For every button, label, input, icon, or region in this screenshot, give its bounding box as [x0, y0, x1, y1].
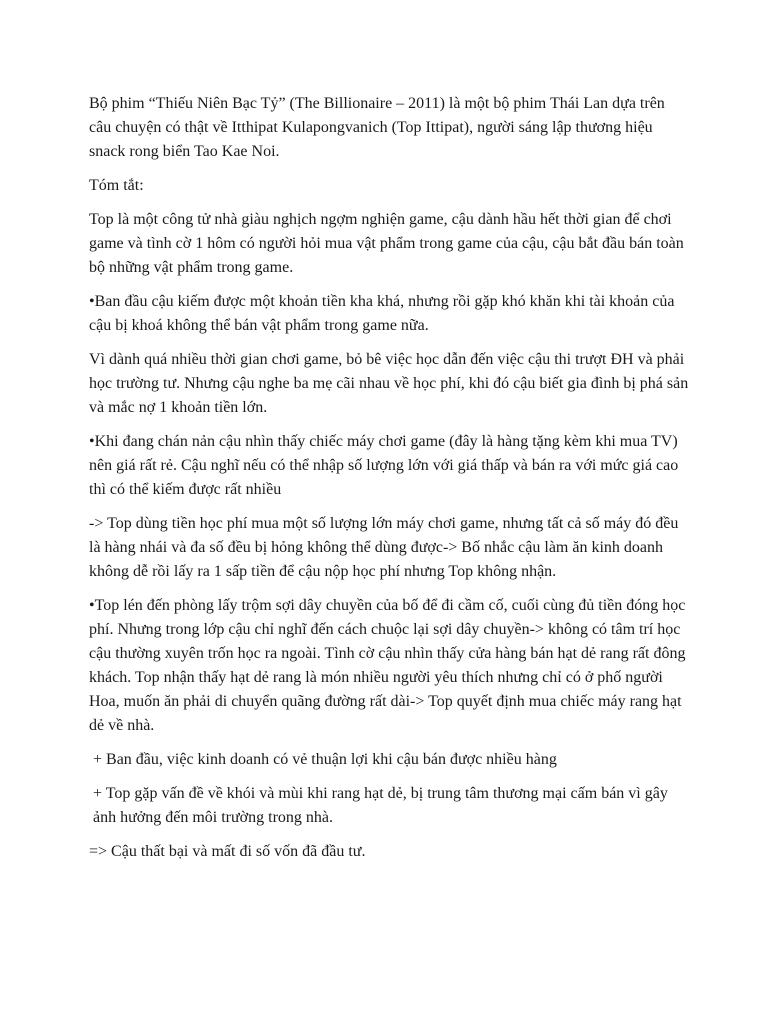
summary-paragraph-2: •Ban đầu cậu kiếm được một khoản tiền kha khá, nhưng rồi gặp khó khăn khi tài khoản của cậu bị khoá không thể bán vật phẩm trong game nữa.: [89, 293, 675, 334]
summary-paragraph-6: •Top lén đến phòng lấy trộm sợi dây chuyền của bố để đi cầm cố, cuối cùng đủ tiền đóng học phí. Nhưng trong lớp cậu chỉ nghĩ đến cách chuộc lại sợi dây chuyền-> không có tâm trí học cậu thường xuyên trốn học ra ngoài. Tình cờ cậu nhìn thấy cửa hàng bán hạt dẻ rang rất đông khách. Top nhận thấy hạt dẻ rang là món nhiều người yêu thích nhưng chỉ có ở phố người Hoa, muốn ăn phải di chuyển quãng đường rất dài-> Top quyết định mua chiếc máy rang hạt dẻ về nhà.: [89, 597, 686, 734]
summary-paragraph-1: Top là một công tử nhà giàu nghịch ngợm nghiện game, cậu dành hầu hết thời gian để chơi game và tình cờ 1 hôm có người hỏi mua vật phẩm trong game của cậu, cậu bắt đầu bán toàn bộ những vật phẩm trong game.: [89, 211, 684, 276]
document-page: [89, 92, 689, 874]
plus-point-1: + Ban đầu, việc kinh doanh có vẻ thuận lợi khi cậu bán được nhiều hàng: [93, 751, 557, 768]
summary-paragraph-3: Vì dành quá nhiều thời gian chơi game, bỏ bê việc học dẫn đến việc cậu thi trượt ĐH và phải học trường tư. Nhưng cậu nghe ba mẹ cãi nhau về học phí, khi đó cậu biết gia đình bị phá sản và mắc nợ 1 khoản tiền lớn.: [89, 351, 689, 416]
plus-point-2: + Top gặp vấn đề về khói và mùi khi rang hạt dẻ, bị trung tâm thương mại cấm bán vì gây ảnh hưởng đến môi trường trong nhà.: [93, 785, 668, 826]
intro-paragraph: Bộ phim “Thiếu Niên Bạc Tỷ” (The Billionaire – 2011) là một bộ phim Thái Lan dựa trên câu chuyện có thật về Itthipat Kulapongvanich (Top Ittipat), người sáng lập thương hiệu snack rong biển Tao Kae Noi.: [89, 95, 665, 160]
conclusion-paragraph: => Cậu thất bại và mất đi số vốn đã đầu tư.: [89, 843, 366, 860]
summary-paragraph-5: -> Top dùng tiền học phí mua một số lượng lớn máy chơi game, nhưng tất cả số máy đó đều là hàng nhái và đa số đều bị hỏng không thể dùng được-> Bố nhắc cậu làm ăn kinh doanh không dễ rồi lấy ra 1 sấp tiền để cậu nộp học phí nhưng Top không nhận.: [89, 515, 679, 580]
summary-paragraph-4: •Khi đang chán nản cậu nhìn thấy chiếc máy chơi game (đây là hàng tặng kèm khi mua TV) nên giá rất rẻ. Cậu nghĩ nếu có thể nhập số lượng lớn với giá thấp và bán ra với mức giá cao thì có thể kiếm được rất nhiều: [89, 433, 679, 498]
summary-heading: Tóm tắt:: [89, 177, 144, 194]
